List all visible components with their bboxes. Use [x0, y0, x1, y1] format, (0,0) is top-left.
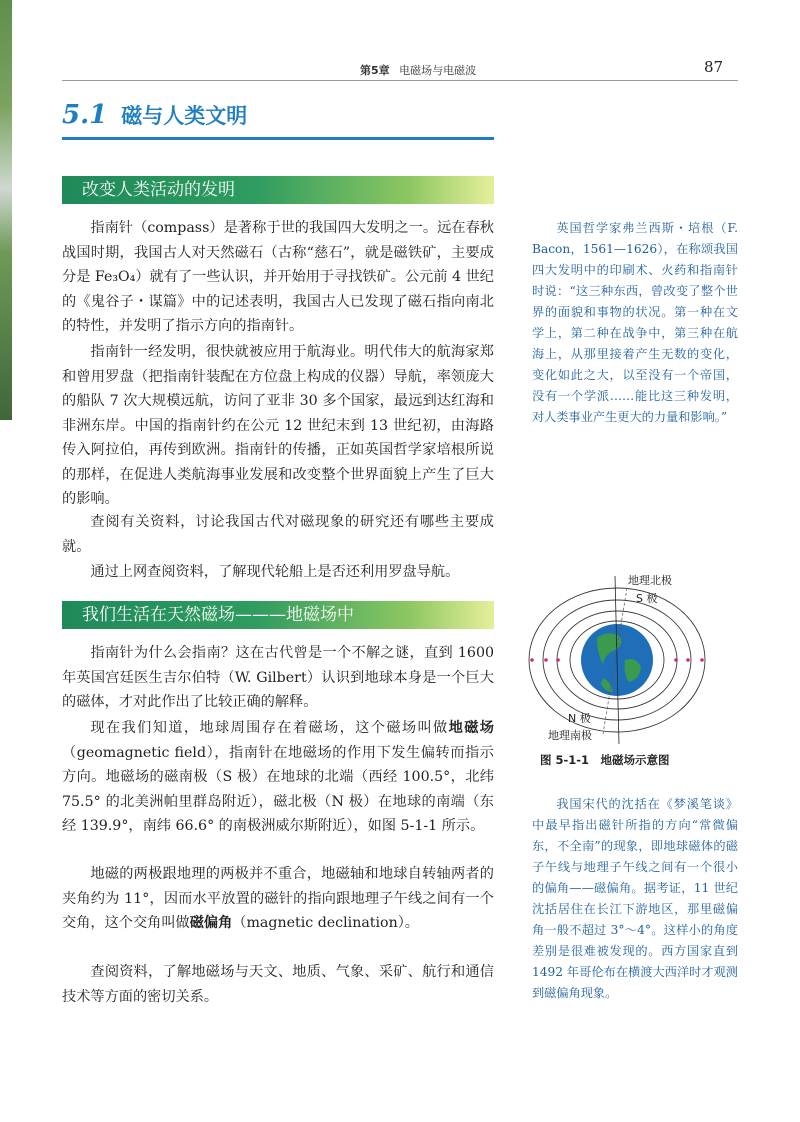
label-s-pole: S 极 — [636, 592, 658, 605]
section-rule — [62, 137, 494, 140]
task-ancient-research: 查阅有关资料，讨论我国古代对磁现象的研究还有哪些主要成就。 — [62, 514, 494, 555]
section-number: 5.1 — [62, 100, 108, 130]
geomagnetic-field-diagram — [527, 568, 707, 748]
paragraph-gilbert: 指南针为什么会指南？这在古代曾是一个不解之谜，直到 1600 年英国宫廷医生吉尔伯特（W. Gilbert）认识到地球本身是一个巨大的磁体，才对此作出了比较正确的解释。 — [62, 645, 494, 710]
paragraph-compass: 指南针（compass）是著称于世的我国四大发明之一。远在春秋战国时期，我国古人对天然磁石（古称“慈石”，就是磁铁矿，主要成分是 Fe₃O₄）就有了一些认识，并开始用于寻找铁矿。公元前 4 世纪的《鬼谷子・谋篇》中的记述表明，我国古人已发现了磁石指向南北的特性，并发明了指示方向的指南针。 — [62, 220, 494, 334]
sidenote-bacon: 英国哲学家弗兰西斯・培根（F. Bacon，1561—1626），在称颂我国四大发明中的印刷术、火药和指南针时说：“这三种东西，曾改变了整个世界的面貌和事物的状况。第一种在文学上，第二种在战争中，第三种在航海上，从那里接着产生无数的变化，变化如此之大，以至没有一个帝国，没有一个学派……能比这三种发明，对人类事业产生更大的力量和影响。” — [532, 221, 738, 424]
paragraph-declination — [62, 862, 494, 936]
label-geographic-north: 地理北极 — [628, 574, 672, 587]
edge-photo-strip — [0, 0, 12, 420]
task-modern-ships: 通过上网查阅资料，了解现代轮船上是否还利用罗盘导航。 — [90, 564, 460, 580]
paragraph-navigation: 指南针一经发明，很快就被应用于航海业。明代伟大的航海家郑和曾用罗盘（把指南针装配在方位盘上构成的仪器）导航，率领庞大的船队 7 次大规模远航，访问了亚非 30 多个国家，最远到达红海和非洲东岸。中国的指南针约在公元 12 世纪末到 13 世纪初，由海路传入阿拉伯，再传到欧洲。指南针的传播，正如英国哲学家培根所说的那样，在促进人类航海事业发展和改变整个世界面貌上产生了巨大的影响。 — [62, 344, 494, 507]
running-header — [360, 62, 476, 78]
section-title — [62, 100, 492, 130]
term-geomagnetic-field: 地磁场 — [448, 720, 494, 736]
chapter-number: 第5章 — [360, 64, 390, 77]
task-geomagnetic-applications: 查阅资料，了解地磁场与天文、地质、气象、采矿、航行和通信技术等方面的密切关系。 — [62, 964, 494, 1005]
section-heading: 磁与人类文明 — [121, 104, 248, 128]
header-rule — [62, 80, 738, 81]
p5-text-a: 地磁的两极跟地理的两极并不重合，地磁轴和地球自转轴两者的夹角约为 11°，因而水平放置的磁针的指向跟地理子午线之间有一个交角，这个交角叫做 — [62, 866, 494, 931]
chapter-title: 电磁场与电磁波 — [399, 64, 477, 77]
paragraph-geomagnetic-field — [62, 716, 494, 839]
subsection-banner-geomagnetic: 我们生活在天然磁场———地磁场中 — [62, 601, 494, 629]
term-magnetic-declination: 磁偏角 — [189, 915, 233, 931]
p4-text-a: 现在我们知道，地球周围存在着磁场，这个磁场叫做 — [90, 720, 449, 736]
subsection-banner-inventions: 改变人类活动的发明 — [62, 176, 494, 204]
p4-text-b: （geomagnetic field），指南针在地磁场的作用下发生偏转而指示方向。地磁场的磁南极（S 极）在地球的北端（西经 100.5°，北纬 75.5° 的北美洲帕里群岛附近），磁北极（N 极）在地球的南端（东经 139.9°，南纬 66.6° 的南极洲威尔斯附近），如图 5-1-1 所示。 — [62, 744, 494, 834]
label-n-pole: N 极 — [568, 712, 591, 725]
p5-text-b: （magnetic declination）。 — [232, 915, 419, 931]
page-number: 87 — [704, 58, 724, 76]
sidenote-shenkuo: 我国宋代的沈括在《梦溪笔谈》中最早指出磁针所指的方向“常微偏东，不全南”的现象，即地球磁体的磁子午线与地理子午线之间有一个很小的偏角——磁偏角。据考证，11 世纪沈括居住在长江下游地区，那里磁偏角一般不超过 3°～4°。这样小的角度差别是很难被发现的。西方国家直到 1492 年哥伦布在横渡大西洋时才观测到磁偏角现象。 — [532, 797, 738, 1000]
figure-caption: 图 5-1-1 地磁场示意图 — [540, 753, 670, 767]
label-geographic-south: 地理南极 — [548, 729, 592, 742]
